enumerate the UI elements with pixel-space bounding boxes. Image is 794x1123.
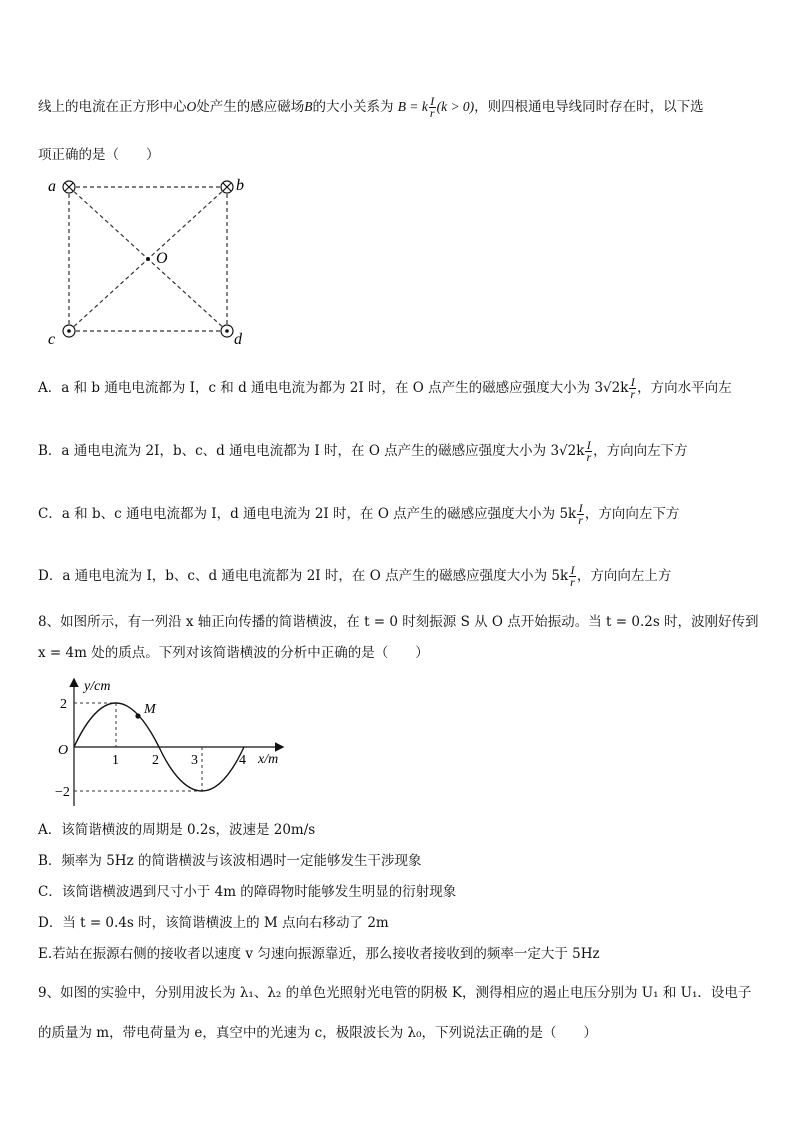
option-letter: D． bbox=[38, 568, 63, 584]
x-tick-2: 2 bbox=[152, 753, 159, 768]
option-text: a 通电电流为 I，b、c、d 通电电流都为 2I 时，在 O 点产生的磁感应强度大小为 5k bbox=[62, 568, 569, 584]
fraction-denominator: r bbox=[578, 513, 583, 527]
q8-stem-line2: x = 4m 处的质点。下列对该简谐横波的分析中正确的是（ ） bbox=[38, 645, 429, 661]
option-text: a 和 b 通电电流都为 I，c 和 d 通电电流为都为 2I 时，在 O 点产生的磁感应强度大小为 3√2k bbox=[61, 380, 629, 396]
option-letter: A． bbox=[38, 380, 62, 396]
wire-d-out-of-page-icon bbox=[221, 325, 233, 337]
q8-option-A: A．该简谐横波的周期是 0.2s，波速是 20m/s bbox=[38, 822, 316, 838]
q8-stem-line1: 8、如图所示，有一列沿 x 轴正向传播的简谐横波，在 t = 0 时刻振源 S 从 O 点开始振动。当 t = 0.2s 时，波刚好传到 bbox=[38, 614, 759, 630]
x-axis-label: x/m bbox=[258, 752, 279, 767]
q9-stem-line2: 的质量为 m，带电荷量为 e，真空中的光速为 c，极限波长为 λ₀，下列说法正确的是（ ） bbox=[38, 1025, 597, 1041]
option-direction: ，方向水平向左 bbox=[637, 380, 732, 396]
point-M-label: M bbox=[144, 702, 156, 717]
option-letter: C． bbox=[38, 506, 62, 522]
wire-b-into-page-icon bbox=[221, 181, 233, 193]
q8-wave-graph bbox=[52, 676, 302, 816]
x-tick-4: 4 bbox=[239, 753, 246, 768]
fraction-numerator: I bbox=[586, 438, 591, 452]
q7-symbol-B: B bbox=[304, 99, 313, 114]
option-fraction bbox=[569, 565, 576, 588]
label-a: a bbox=[48, 178, 56, 195]
option-fraction bbox=[629, 377, 636, 400]
q7-option-A bbox=[38, 377, 732, 400]
option-direction: ，方向向左下方 bbox=[593, 443, 688, 459]
fraction-numerator: I bbox=[630, 375, 635, 389]
q7-intro-line1 bbox=[38, 96, 704, 119]
origin-label: O bbox=[58, 743, 69, 758]
q8-option-D: D．当 t = 0.4s 时，该简谐横波上的 M 点向右移动了 2m bbox=[38, 915, 389, 931]
q7-intro-text-2: 处产生的感应磁场 bbox=[196, 99, 305, 115]
option-fraction bbox=[577, 503, 584, 526]
y-axis-label: y/cm bbox=[84, 679, 111, 694]
option-letter: B． bbox=[38, 443, 62, 459]
q7-option-D bbox=[38, 565, 671, 588]
q7-intro-line2: 项正确的是（ ） bbox=[38, 147, 160, 163]
q7-formula-left: B = k bbox=[397, 99, 428, 114]
x-tick-1: 1 bbox=[112, 753, 119, 768]
q7-formula-fraction bbox=[429, 96, 436, 119]
q7-option-C bbox=[38, 503, 679, 526]
center-point-O bbox=[146, 257, 150, 261]
wire-a-into-page-icon bbox=[63, 181, 75, 193]
label-c: c bbox=[48, 331, 56, 348]
q7-formula-condition: (k > 0) bbox=[436, 99, 475, 114]
y-tick-2: 2 bbox=[60, 697, 67, 712]
option-fraction bbox=[585, 440, 592, 463]
q7-intro-text-4: ，则四根通电导线同时存在时，以下选 bbox=[474, 99, 704, 115]
wire-c-out-of-page-icon bbox=[63, 325, 75, 337]
x-tick-3: 3 bbox=[191, 753, 198, 768]
q8-option-B: B．频率为 5Hz 的简谐横波与该波相遇时一定能够发生干涉现象 bbox=[38, 853, 422, 869]
q7-symbol-O: O bbox=[186, 99, 197, 114]
option-direction: ，方向向左上方 bbox=[576, 568, 672, 584]
q7-option-B bbox=[38, 440, 688, 463]
q8-option-C: C．该简谐横波遇到尺寸小于 4m 的障碍物时能够发生明显的衍射现象 bbox=[38, 884, 457, 900]
label-O: O bbox=[156, 250, 168, 267]
fraction-denominator: r bbox=[570, 575, 575, 589]
point-M-dot bbox=[135, 713, 140, 718]
q8-option-E: E.若站在振源右侧的接收者以速度 v 匀速向振源靠近，那么接收者接收到的频率一定大于 5Hz bbox=[38, 946, 600, 962]
q7-fraction-denominator: r bbox=[429, 106, 435, 120]
q7-square-figure bbox=[40, 170, 280, 350]
q9-stem-line1: 9、如图的实验中，分别用波长为 λ₁、λ₂ 的单色光照射光电管的阴极 K，测得相应的遏止电压分别为 U₁ 和 U₁．设电子 bbox=[38, 985, 752, 1001]
fraction-denominator: r bbox=[630, 387, 636, 401]
q7-intro-text-1: 线上的电流在正方形中心 bbox=[38, 99, 187, 115]
fraction-numerator: I bbox=[578, 501, 583, 515]
label-d: d bbox=[234, 331, 242, 348]
q7-fraction-numerator: I bbox=[430, 94, 435, 108]
option-text: a 和 b、c 通电电流都为 I，d 通电电流为 2I 时，在 O 点产生的磁感应强度大小为 5k bbox=[61, 506, 577, 522]
fraction-denominator: r bbox=[586, 450, 592, 464]
q7-intro-text-3: 的大小关系为 bbox=[312, 99, 394, 115]
label-b: b bbox=[236, 177, 244, 194]
option-text: a 通电电流为 2I，b、c、d 通电电流都为 I 时，在 O 点产生的磁感应强度大小为 3√2k bbox=[61, 443, 585, 459]
fraction-numerator: I bbox=[570, 563, 575, 577]
option-direction: ，方向向左下方 bbox=[584, 506, 680, 522]
y-tick-neg2: −2 bbox=[55, 785, 70, 800]
